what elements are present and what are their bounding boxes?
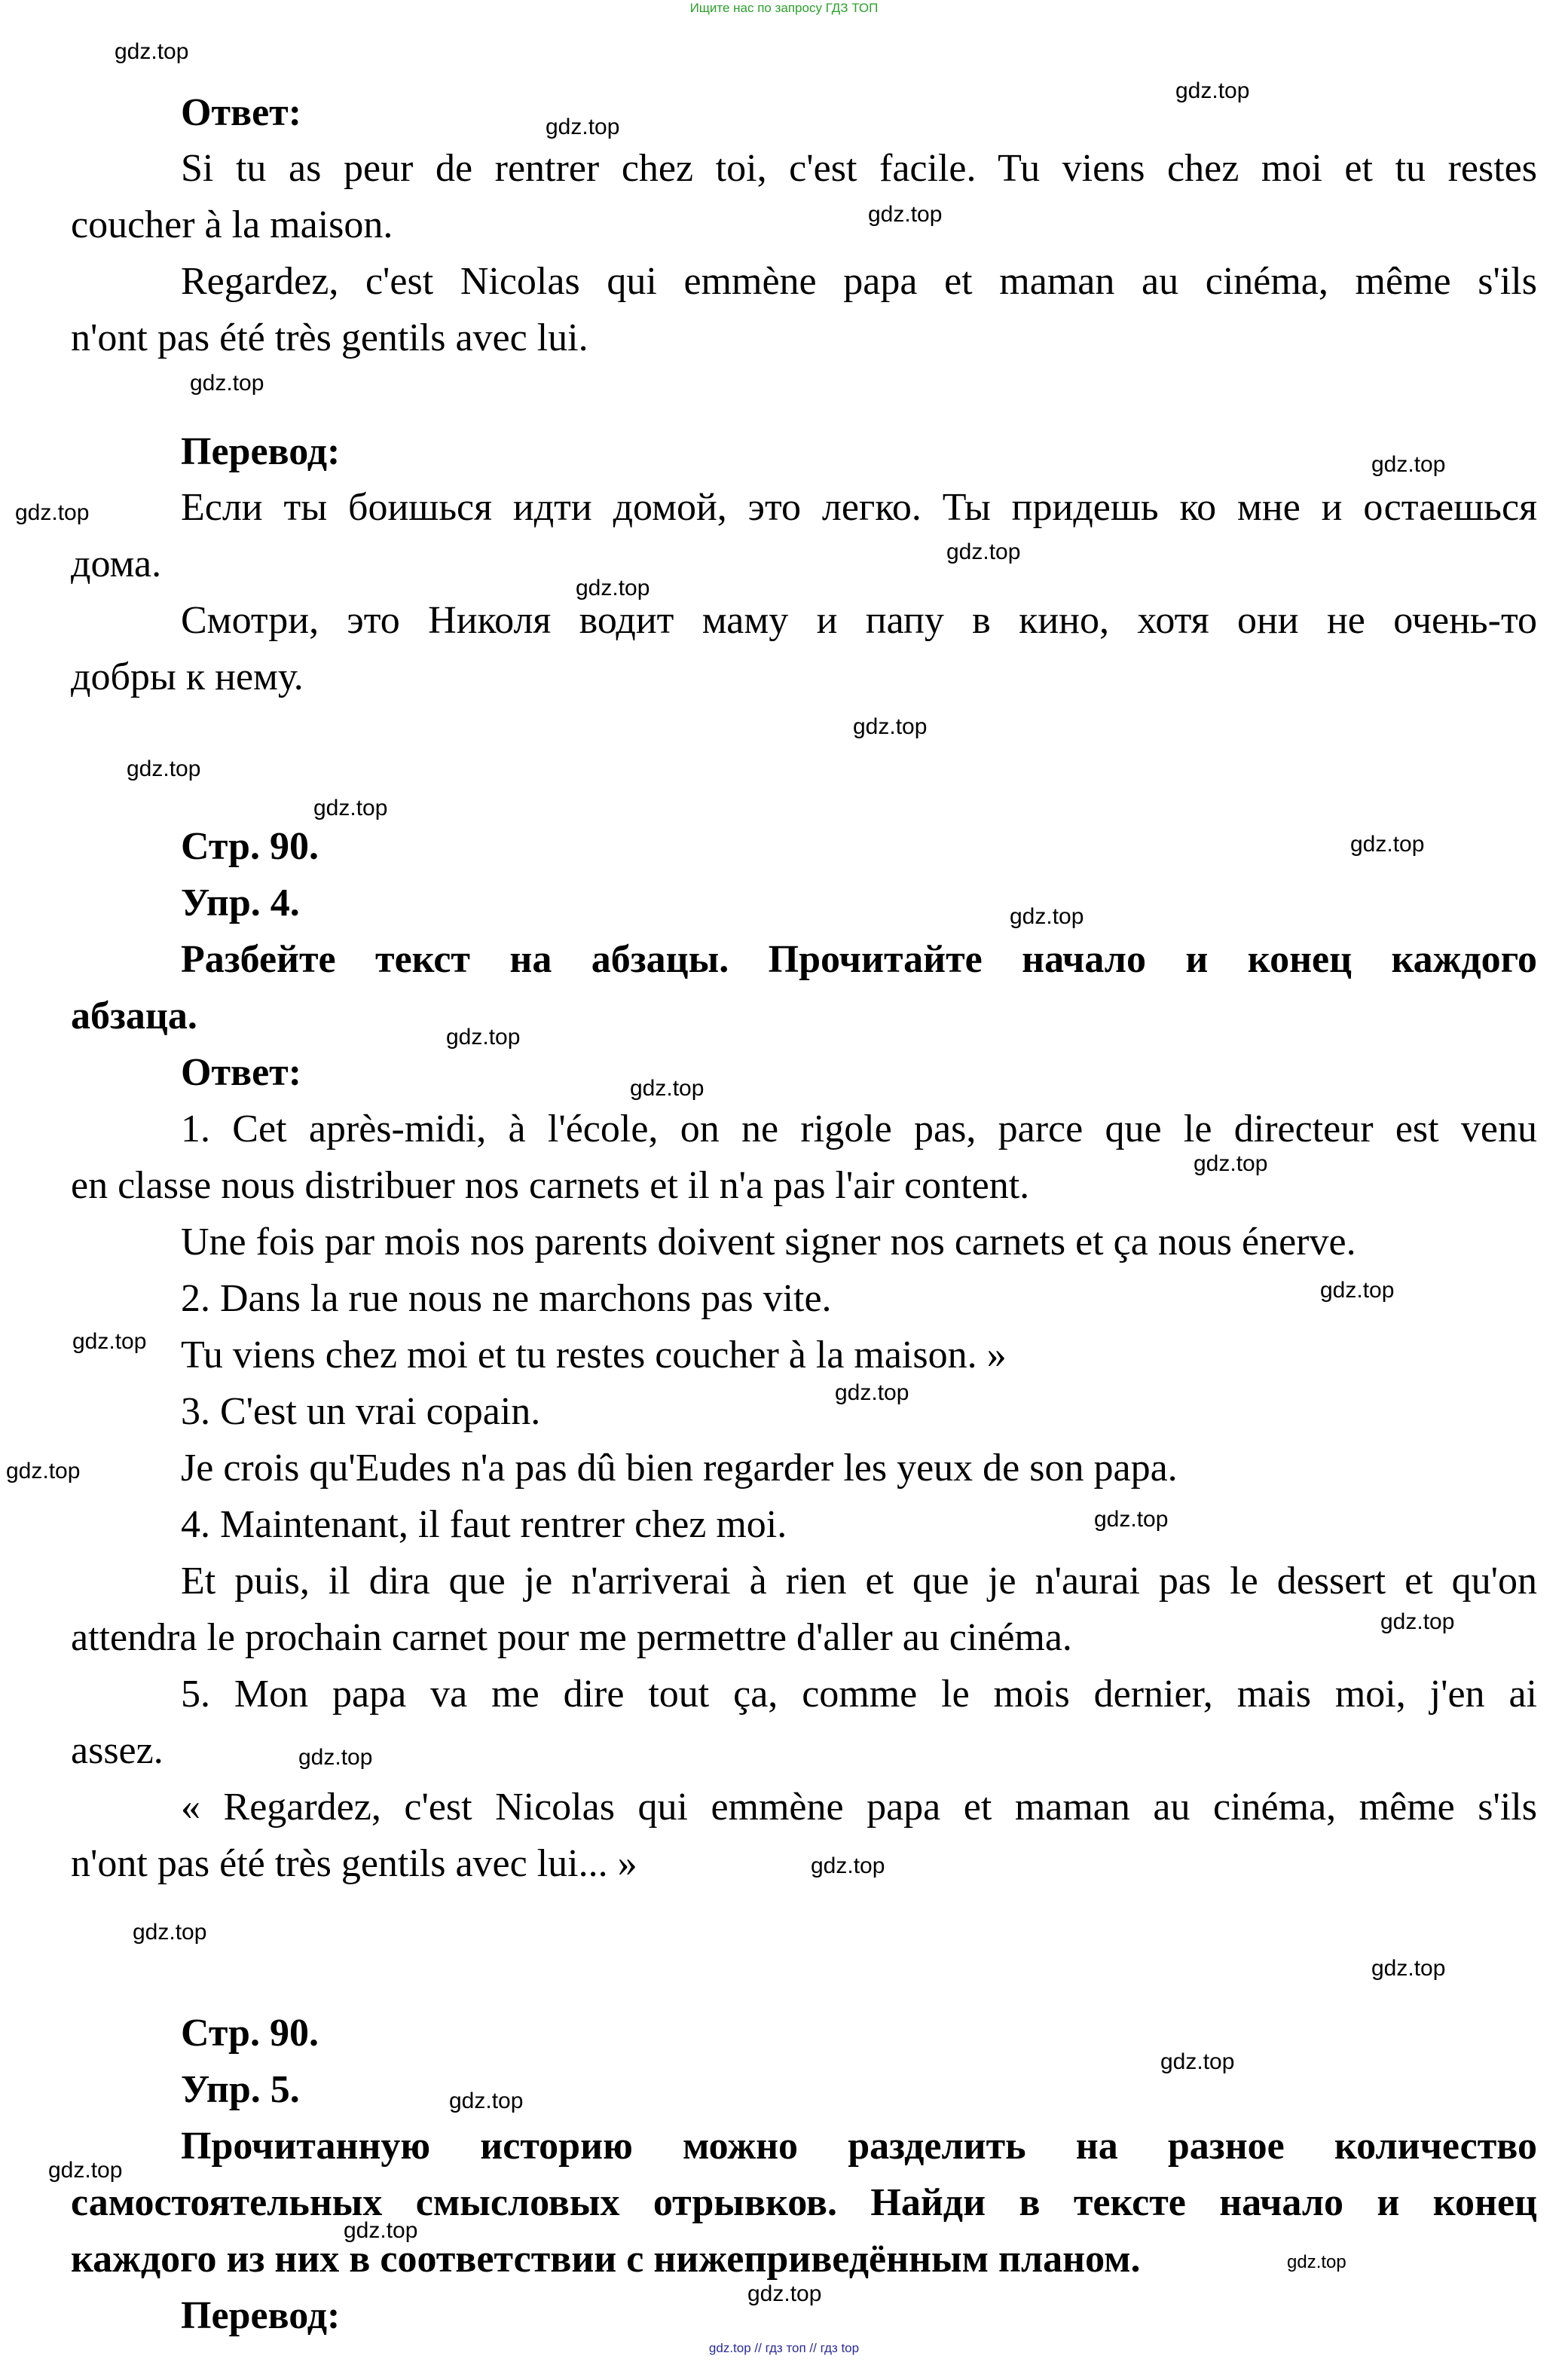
- ex5-translation-heading: Перевод:: [181, 2294, 341, 2337]
- watermark: gdz.top: [946, 539, 1021, 564]
- watermark: gdz.top: [6, 1459, 81, 1483]
- watermark: gdz.top: [1194, 1151, 1268, 1176]
- ex4-number: Упр. 4.: [181, 882, 300, 924]
- watermark: gdz.top: [835, 1380, 909, 1405]
- translation-line: добры к нему.: [71, 655, 304, 698]
- watermark: gdz.top: [1160, 2049, 1235, 2074]
- watermark: gdz.top: [344, 2218, 418, 2243]
- watermark: gdz.top: [1094, 1507, 1169, 1532]
- translation-line: Смотри, это Николя водит маму и папу в кино, хотя они не очень-то: [181, 599, 1537, 642]
- translation-line: Если ты боишься идти домой, это легко. Ты придешь ко мне и остаешься: [181, 486, 1537, 529]
- watermark: gdz.top: [298, 1745, 373, 1770]
- translation-line: дома.: [71, 542, 162, 585]
- watermark: gdz.top: [1380, 1609, 1455, 1634]
- watermark: gdz.top: [1175, 78, 1250, 103]
- watermark: gdz.top: [72, 1329, 147, 1354]
- ex4-line: n'ont pas été très gentils avec lui... »: [71, 1842, 637, 1885]
- ex4-line: « Regardez, c'est Nicolas qui emmène papa et maman au cinéma, même s'ils: [181, 1786, 1537, 1829]
- ex4-line: 4. Maintenant, il faut rentrer chez moi.: [181, 1503, 787, 1546]
- ex4-task: Разбейте текст на абзацы. Прочитайте начало и конец каждого: [181, 938, 1537, 981]
- watermark: gdz.top: [48, 2158, 123, 2183]
- answer-line: Regardez, c'est Nicolas qui emmène papa et maman au cinéma, même s'ils: [181, 260, 1537, 303]
- watermark: gdz.top: [449, 2088, 524, 2113]
- answer-line: n'ont pas été très gentils avec lui.: [71, 316, 588, 359]
- ex4-line: en classe nous distribuer nos carnets et il n'a pas l'air content.: [71, 1164, 1030, 1207]
- ex4-page: Стр. 90.: [181, 825, 319, 868]
- watermark: gdz.top: [115, 39, 189, 64]
- ex5-task: самостоятельных смысловых отрывков. Найди в тексте начало и конец: [71, 2181, 1537, 2224]
- watermark: gdz.top: [133, 1920, 207, 1945]
- watermark: gdz.top: [546, 115, 620, 139]
- watermark: gdz.top: [811, 1853, 885, 1878]
- watermark: gdz.top: [313, 796, 388, 820]
- top-banner[interactable]: Ищите нас по запросу ГДЗ ТОП: [689, 1, 879, 15]
- ex4-line: Tu viens chez moi et tu restes coucher à la maison. »: [181, 1334, 1007, 1377]
- ex4-line: 3. C'est un vrai copain.: [181, 1390, 541, 1433]
- ex5-number: Упр. 5.: [181, 2068, 300, 2111]
- ex5-task: Прочитанную историю можно разделить на разное количество: [181, 2125, 1537, 2168]
- watermark: gdz.top: [747, 2281, 822, 2306]
- ex4-line: Et puis, il dira que je n'arriverai à rien et que je n'aurai pas le dessert et qu'on: [181, 1560, 1537, 1603]
- watermark: gdz.top: [630, 1076, 705, 1101]
- watermark: gdz.top: [1320, 1278, 1395, 1303]
- watermark: gdz.top: [1371, 452, 1446, 477]
- ex4-line: assez.: [71, 1729, 164, 1772]
- footer-links[interactable]: gdz.top // гдз топ // гдз top: [708, 2341, 860, 2355]
- answer-heading: Ответ:: [181, 91, 302, 134]
- watermark: gdz.top: [1371, 1956, 1446, 1981]
- ex5-page: Стр. 90.: [181, 2012, 319, 2055]
- answer-line: Si tu as peur de rentrer chez toi, c'est facile. Tu viens chez moi et tu restes: [181, 147, 1537, 190]
- watermark: gdz.top: [853, 714, 928, 739]
- ex4-line: attendra le prochain carnet pour me permettre d'aller au cinéma.: [71, 1616, 1072, 1659]
- watermark: gdz.top: [1350, 832, 1425, 857]
- watermark: gdz.top: [190, 371, 264, 396]
- answer-line: coucher à la maison.: [71, 203, 393, 246]
- translation-heading: Перевод:: [181, 430, 341, 473]
- ex4-answer-heading: Ответ:: [181, 1051, 302, 1094]
- ex4-line: 5. Mon papa va me dire tout ça, comme le mois dernier, mais moi, j'en ai: [181, 1673, 1537, 1716]
- watermark: gdz.top: [1287, 2252, 1346, 2272]
- ex4-line: Une fois par mois nos parents doivent signer nos carnets et ça nous énerve.: [181, 1221, 1356, 1263]
- watermark: gdz.top: [15, 500, 90, 525]
- watermark: gdz.top: [576, 576, 650, 600]
- watermark: gdz.top: [868, 202, 943, 227]
- ex4-line: Je crois qu'Eudes n'a pas dû bien regarder les yeux de son papa.: [181, 1447, 1178, 1490]
- ex4-task: абзаца.: [71, 995, 197, 1037]
- ex4-line: 1. Cet après-midi, à l'école, on ne rigole pas, parce que le directeur est venu: [181, 1108, 1537, 1150]
- watermark: gdz.top: [127, 756, 201, 781]
- ex4-line: 2. Dans la rue nous ne marchons pas vite.: [181, 1277, 832, 1320]
- watermark: gdz.top: [446, 1025, 521, 1050]
- watermark: gdz.top: [1010, 904, 1084, 929]
- ex5-task: каждого из них в соответствии с нижеприведённым планом.: [71, 2238, 1141, 2281]
